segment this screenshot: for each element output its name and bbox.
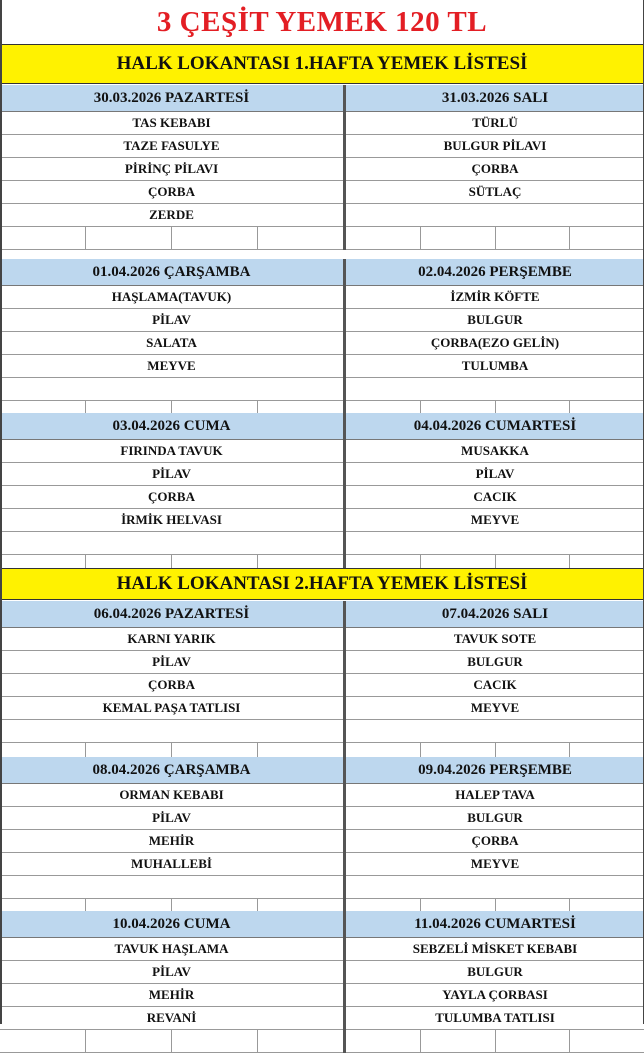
menu-item: İRMİK HELVASI xyxy=(0,509,343,532)
page-title: 3 ÇEŞİT YEMEK 120 TL xyxy=(156,6,488,38)
day-header: 31.03.2026 SALI xyxy=(346,85,644,112)
day-header: 01.04.2026 ÇARŞAMBA xyxy=(0,259,343,286)
menu-item: REVANİ xyxy=(0,1007,343,1030)
menu-item: MEYVE xyxy=(346,697,644,720)
menu-item: BULGUR xyxy=(346,961,644,984)
menu-item xyxy=(0,876,343,899)
empty-row xyxy=(346,1030,644,1053)
menu-item: CACIK xyxy=(346,486,644,509)
day-header: 06.04.2026 PAZARTESİ xyxy=(0,601,343,628)
empty-row xyxy=(0,1030,343,1053)
menu-item: ÇORBA(EZO GELİN) xyxy=(346,332,644,355)
empty-cell xyxy=(258,1030,343,1052)
day-header: 08.04.2026 ÇARŞAMBA xyxy=(0,757,343,784)
menu-item xyxy=(0,532,343,555)
menu-item: TULUMBA TATLISI xyxy=(346,1007,644,1030)
menu-item: BULGUR xyxy=(346,807,644,830)
menu-item: ZERDE xyxy=(0,204,343,227)
day-column xyxy=(0,601,346,766)
empty-cell xyxy=(421,1030,496,1052)
menu-item: ÇORBA xyxy=(346,830,644,853)
menu-item xyxy=(0,720,343,743)
day-pair-block xyxy=(0,911,644,1053)
menu-item: ÇORBA xyxy=(0,181,343,204)
menu-item: PİRİNÇ PİLAVI xyxy=(0,158,343,181)
menu-item: BULGUR xyxy=(346,309,644,332)
day-column xyxy=(346,85,644,250)
day-header: 03.04.2026 CUMA xyxy=(0,413,343,440)
empty-row xyxy=(0,227,343,250)
day-column xyxy=(346,757,644,922)
menu-item xyxy=(346,532,644,555)
empty-cell xyxy=(86,1030,172,1052)
menu-item: KEMAL PAŞA TATLISI xyxy=(0,697,343,720)
menu-item: TULUMBA xyxy=(346,355,644,378)
menu-item: TAVUK SOTE xyxy=(346,628,644,651)
day-column xyxy=(0,85,346,250)
menu-item: SÜTLAÇ xyxy=(346,181,644,204)
day-header: 09.04.2026 PERŞEMBE xyxy=(346,757,644,784)
menu-item: MUHALLEBİ xyxy=(0,853,343,876)
menu-item: HAŞLAMA(TAVUK) xyxy=(0,286,343,309)
day-header: 30.03.2026 PAZARTESİ xyxy=(0,85,343,112)
menu-item: SEBZELİ MİSKET KEBABI xyxy=(346,938,644,961)
menu-item: SALATA xyxy=(0,332,343,355)
menu-item: ÇORBA xyxy=(0,486,343,509)
empty-cell xyxy=(346,227,421,249)
menu-item: PİLAV xyxy=(0,309,343,332)
empty-cell xyxy=(258,227,343,249)
menu-item: PİLAV xyxy=(0,463,343,486)
menu-item: TAZE FASULYE xyxy=(0,135,343,158)
day-column xyxy=(0,911,346,1053)
menu-item xyxy=(346,876,644,899)
empty-cell xyxy=(346,1030,421,1052)
menu-item: MEYVE xyxy=(346,509,644,532)
menu-item: PİLAV xyxy=(0,961,343,984)
menu-item: FIRINDA TAVUK xyxy=(0,440,343,463)
day-header: 11.04.2026 CUMARTESİ xyxy=(346,911,644,938)
day-pair-block xyxy=(0,413,644,578)
menu-item: İZMİR KÖFTE xyxy=(346,286,644,309)
empty-cell xyxy=(172,1030,258,1052)
day-column xyxy=(346,413,644,578)
day-header: 10.04.2026 CUMA xyxy=(0,911,343,938)
menu-item xyxy=(0,378,343,401)
day-pair-block xyxy=(0,85,644,250)
day-header: 02.04.2026 PERŞEMBE xyxy=(346,259,644,286)
menu-item: MEHİR xyxy=(0,984,343,1007)
empty-cell xyxy=(496,1030,571,1052)
day-header: 04.04.2026 CUMARTESİ xyxy=(346,413,644,440)
menu-item xyxy=(346,204,644,227)
menu-item: ÇORBA xyxy=(0,674,343,697)
menu-item: YAYLA ÇORBASI xyxy=(346,984,644,1007)
week-banner: HALK LOKANTASI 2.HAFTA YEMEK LİSTESİ xyxy=(0,568,644,600)
empty-cell xyxy=(496,227,571,249)
menu-item xyxy=(346,720,644,743)
menu-item: PİLAV xyxy=(0,651,343,674)
empty-cell xyxy=(421,227,496,249)
day-header: 07.04.2026 SALI xyxy=(346,601,644,628)
menu-item: KARNI YARIK xyxy=(0,628,343,651)
menu-item: TAVUK HAŞLAMA xyxy=(0,938,343,961)
day-pair-block xyxy=(0,757,644,922)
empty-row xyxy=(346,227,644,250)
day-column xyxy=(346,259,644,424)
day-pair-block xyxy=(0,259,644,424)
day-column xyxy=(0,259,346,424)
empty-cell xyxy=(0,1030,86,1052)
day-column xyxy=(0,413,346,578)
menu-item: CACIK xyxy=(346,674,644,697)
menu-item: MEYVE xyxy=(346,853,644,876)
menu-item: MUSAKKA xyxy=(346,440,644,463)
menu-item: MEYVE xyxy=(0,355,343,378)
menu-item: BULGUR xyxy=(346,651,644,674)
week-banner: HALK LOKANTASI 1.HAFTA YEMEK LİSTESİ xyxy=(0,44,644,84)
menu-item: MEHİR xyxy=(0,830,343,853)
menu-item: PİLAV xyxy=(0,807,343,830)
menu-item: PİLAV xyxy=(346,463,644,486)
empty-cell xyxy=(172,227,258,249)
menu-item xyxy=(346,378,644,401)
empty-cell xyxy=(0,227,86,249)
menu-item: BULGUR PİLAVI xyxy=(346,135,644,158)
empty-cell xyxy=(570,1030,644,1052)
menu-item: TÜRLÜ xyxy=(346,112,644,135)
menu-item: ÇORBA xyxy=(346,158,644,181)
day-column xyxy=(346,911,644,1053)
day-column xyxy=(346,601,644,766)
menu-item: HALEP TAVA xyxy=(346,784,644,807)
menu-item: ORMAN KEBABI xyxy=(0,784,343,807)
day-pair-block xyxy=(0,601,644,766)
menu-item: TAS KEBABI xyxy=(0,112,343,135)
empty-cell xyxy=(86,227,172,249)
empty-cell xyxy=(570,227,644,249)
day-column xyxy=(0,757,346,922)
